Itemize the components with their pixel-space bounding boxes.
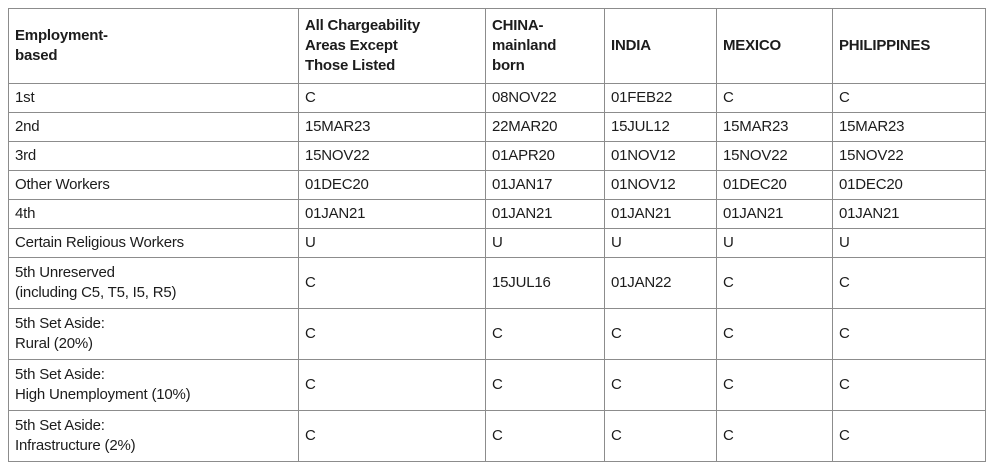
table-row bbox=[9, 258, 986, 309]
row-category: 5th Unreserved (including C5, T5, I5, R5) bbox=[9, 258, 299, 309]
cell-value: C bbox=[833, 258, 986, 309]
cell-value: 22MAR20 bbox=[486, 113, 605, 142]
table-row bbox=[9, 360, 986, 411]
cell-value: C bbox=[486, 411, 605, 462]
cell-value: 01FEB22 bbox=[605, 84, 717, 113]
row-category: 4th bbox=[9, 200, 299, 229]
header-all-chargeability: All Chargeability Areas Except Those Listed bbox=[299, 9, 486, 84]
cell-value: 01NOV12 bbox=[605, 142, 717, 171]
cell-value: 01NOV12 bbox=[605, 171, 717, 200]
cell-value: U bbox=[299, 229, 486, 258]
cell-value: 15JUL12 bbox=[605, 113, 717, 142]
cell-value: C bbox=[717, 258, 833, 309]
cell-value: C bbox=[299, 84, 486, 113]
cell-value: 01JAN21 bbox=[605, 200, 717, 229]
cell-value: 01JAN21 bbox=[299, 200, 486, 229]
cell-value: U bbox=[717, 229, 833, 258]
cell-value: C bbox=[299, 258, 486, 309]
cell-value: 01DEC20 bbox=[717, 171, 833, 200]
cell-value: U bbox=[486, 229, 605, 258]
cell-value: 15MAR23 bbox=[717, 113, 833, 142]
header-employment-based: Employment- based bbox=[9, 9, 299, 84]
cell-value: 15JUL16 bbox=[486, 258, 605, 309]
cell-value: 15MAR23 bbox=[833, 113, 986, 142]
cell-value: 01JAN21 bbox=[486, 200, 605, 229]
row-category: 1st bbox=[9, 84, 299, 113]
cell-value: C bbox=[717, 84, 833, 113]
header-india: INDIA bbox=[605, 9, 717, 84]
row-category: 2nd bbox=[9, 113, 299, 142]
cell-value: C bbox=[605, 360, 717, 411]
table-row bbox=[9, 171, 986, 200]
cell-value: C bbox=[486, 360, 605, 411]
table-row bbox=[9, 200, 986, 229]
row-category: 5th Set Aside: Rural (20%) bbox=[9, 309, 299, 360]
cell-value: C bbox=[833, 411, 986, 462]
cell-value: C bbox=[605, 309, 717, 360]
cell-value: 15NOV22 bbox=[833, 142, 986, 171]
table-row bbox=[9, 411, 986, 462]
table-row bbox=[9, 142, 986, 171]
row-category: 5th Set Aside: High Unemployment (10%) bbox=[9, 360, 299, 411]
cell-value: C bbox=[833, 309, 986, 360]
cell-value: 15MAR23 bbox=[299, 113, 486, 142]
header-row bbox=[9, 9, 986, 84]
table-header bbox=[9, 9, 986, 84]
table-row bbox=[9, 309, 986, 360]
table-body bbox=[9, 84, 986, 462]
employment-based-table bbox=[8, 8, 986, 462]
cell-value: C bbox=[299, 411, 486, 462]
cell-value: C bbox=[833, 360, 986, 411]
cell-value: C bbox=[717, 309, 833, 360]
row-category: Other Workers bbox=[9, 171, 299, 200]
row-category: Certain Religious Workers bbox=[9, 229, 299, 258]
cell-value: C bbox=[605, 411, 717, 462]
cell-value: 01JAN17 bbox=[486, 171, 605, 200]
cell-value: 01DEC20 bbox=[833, 171, 986, 200]
visa-bulletin-table-container bbox=[8, 8, 986, 462]
cell-value: 01JAN21 bbox=[717, 200, 833, 229]
table-row bbox=[9, 113, 986, 142]
cell-value: C bbox=[717, 411, 833, 462]
cell-value: 15NOV22 bbox=[717, 142, 833, 171]
cell-value: 15NOV22 bbox=[299, 142, 486, 171]
cell-value: 01JAN21 bbox=[833, 200, 986, 229]
header-mexico: MEXICO bbox=[717, 9, 833, 84]
cell-value: 01JAN22 bbox=[605, 258, 717, 309]
cell-value: 01DEC20 bbox=[299, 171, 486, 200]
row-category: 3rd bbox=[9, 142, 299, 171]
row-category: 5th Set Aside: Infrastructure (2%) bbox=[9, 411, 299, 462]
cell-value: 01APR20 bbox=[486, 142, 605, 171]
header-china-mainland-born: CHINA- mainland born bbox=[486, 9, 605, 84]
cell-value: U bbox=[605, 229, 717, 258]
cell-value: U bbox=[833, 229, 986, 258]
cell-value: C bbox=[299, 360, 486, 411]
cell-value: 08NOV22 bbox=[486, 84, 605, 113]
cell-value: C bbox=[833, 84, 986, 113]
header-philippines: PHILIPPINES bbox=[833, 9, 986, 84]
cell-value: C bbox=[299, 309, 486, 360]
cell-value: C bbox=[717, 360, 833, 411]
table-row bbox=[9, 84, 986, 113]
table-row bbox=[9, 229, 986, 258]
cell-value: C bbox=[486, 309, 605, 360]
